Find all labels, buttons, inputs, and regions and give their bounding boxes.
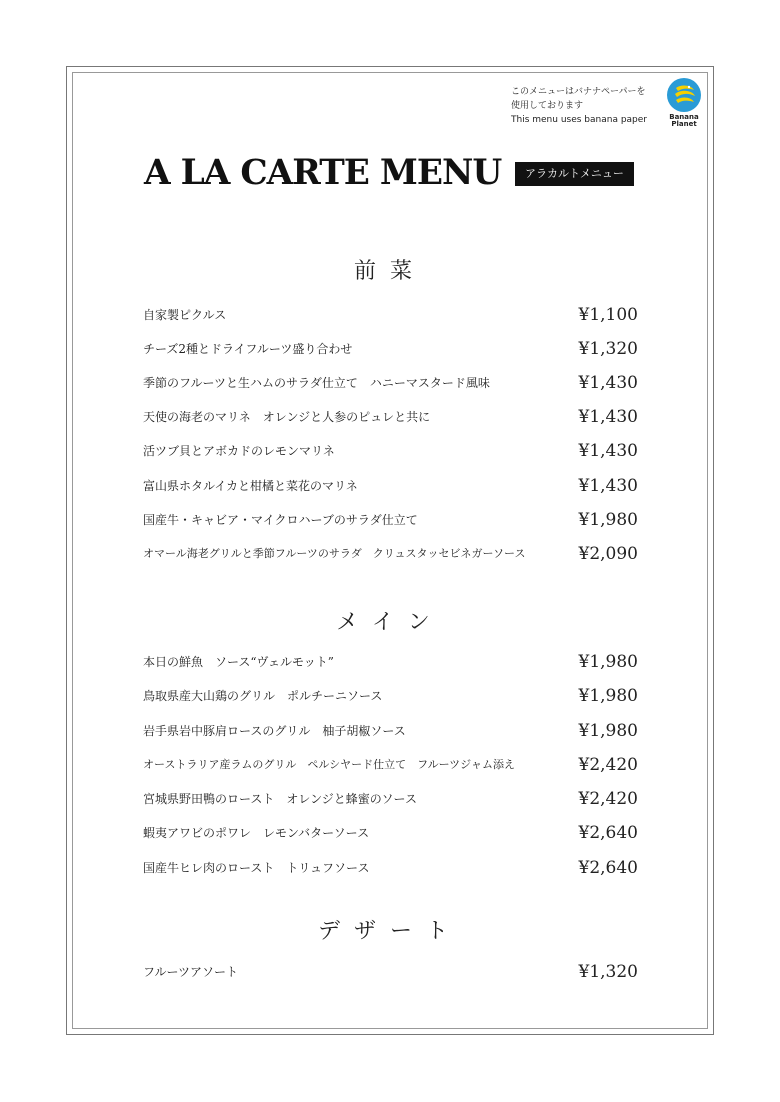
notice-line-1: このメニューはバナナペーパーを xyxy=(511,87,646,97)
menu-item xyxy=(143,304,643,326)
menu-item xyxy=(143,754,643,776)
menu-item-price: ¥1,320 xyxy=(578,339,638,359)
menu-item-price: ¥1,430 xyxy=(578,373,638,393)
menu-item-name: 国産牛ヒレ肉のロースト トリュフソース xyxy=(143,861,370,875)
menu-item xyxy=(143,822,643,844)
menu-item xyxy=(143,440,643,462)
menu-item xyxy=(143,961,643,983)
logo-text-planet: Planet xyxy=(671,120,697,128)
banana-paper-notice xyxy=(511,85,661,127)
menu-item-name: オマール海老グリルと季節フルーツのサラダ クリュスタッセビネガーソース xyxy=(143,547,526,560)
menu-item-name: 季節のフルーツと生ハムのサラダ仕立て ハニーマスタード風味 xyxy=(143,376,490,390)
menu-item xyxy=(143,720,643,742)
menu-item-price: ¥1,980 xyxy=(578,721,638,741)
menu-item-name: 富山県ホタルイカと柑橘と菜花のマリネ xyxy=(143,479,358,493)
notice-line-3: This menu uses banana paper xyxy=(511,115,648,125)
menu-item-price: ¥1,320 xyxy=(578,962,638,982)
section-heading-main: メイン xyxy=(336,610,444,635)
menu-item-name: 活ツブ貝とアボカドのレモンマリネ xyxy=(143,444,335,458)
menu-item-price: ¥1,980 xyxy=(578,652,638,672)
menu-item-name: 蝦夷アワビのポワレ レモンバターソース xyxy=(143,826,370,840)
menu-item xyxy=(143,788,643,810)
menu-item xyxy=(143,372,643,394)
logo-text-banana: Banana xyxy=(669,113,699,121)
menu-item xyxy=(143,651,643,673)
menu-item-price: ¥2,420 xyxy=(578,789,638,809)
menu-item-name: 宮城県野田鴨のロースト オレンジと蜂蜜のソース xyxy=(143,792,417,806)
banana-planet-icon xyxy=(667,78,701,112)
menu-item xyxy=(143,857,643,879)
menu-item xyxy=(143,543,643,565)
menu-item xyxy=(143,406,643,428)
menu-item-price: ¥1,100 xyxy=(578,305,638,325)
menu-item-name: チーズ2種とドライフルーツ盛り合わせ xyxy=(143,342,353,356)
menu-title: A LA CARTE MENU xyxy=(144,152,502,193)
menu-item-price: ¥1,430 xyxy=(578,441,638,461)
menu-item-name: オーストラリア産ラムのグリル ペルシヤード仕立て フルーツジャム添え xyxy=(143,758,515,771)
menu-item-price: ¥1,430 xyxy=(578,476,638,496)
menu-item-name: 天使の海老のマリネ オレンジと人参のピュレと共に xyxy=(143,410,431,424)
menu-item-price: ¥1,980 xyxy=(578,510,638,530)
menu-title-badge: アラカルトメニュー xyxy=(515,162,634,186)
menu-item xyxy=(143,509,643,531)
menu-item xyxy=(143,475,643,497)
menu-item-price: ¥2,420 xyxy=(578,755,638,775)
notice-line-2: 使用しております xyxy=(511,101,584,111)
banana-planet-logo xyxy=(664,78,704,134)
menu-item-name: フルーツアソート xyxy=(143,965,239,979)
menu-item-name: 自家製ピクルス xyxy=(143,308,227,322)
section-heading-appetizers: 前菜 xyxy=(353,259,426,284)
menu-item-name: 鳥取県産大山鶏のグリル ポルチーニソース xyxy=(143,689,383,703)
menu-item-price: ¥2,640 xyxy=(578,858,638,878)
menu-item xyxy=(143,338,643,360)
menu-item-price: ¥1,430 xyxy=(578,407,638,427)
menu-item-price: ¥1,980 xyxy=(578,686,638,706)
menu-item-price: ¥2,640 xyxy=(578,823,638,843)
menu-item xyxy=(143,685,643,707)
menu-item-name: 本日の鮮魚 ソース“ヴェルモット” xyxy=(143,655,334,669)
section-heading-dessert: デザート xyxy=(317,919,462,944)
menu-item-name: 国産牛・キャビア・マイクロハーブのサラダ仕立て xyxy=(143,513,418,527)
menu-item-price: ¥2,090 xyxy=(578,544,638,564)
menu-item-name: 岩手県岩中豚肩ロースのグリル 柚子胡椒ソース xyxy=(143,724,406,738)
